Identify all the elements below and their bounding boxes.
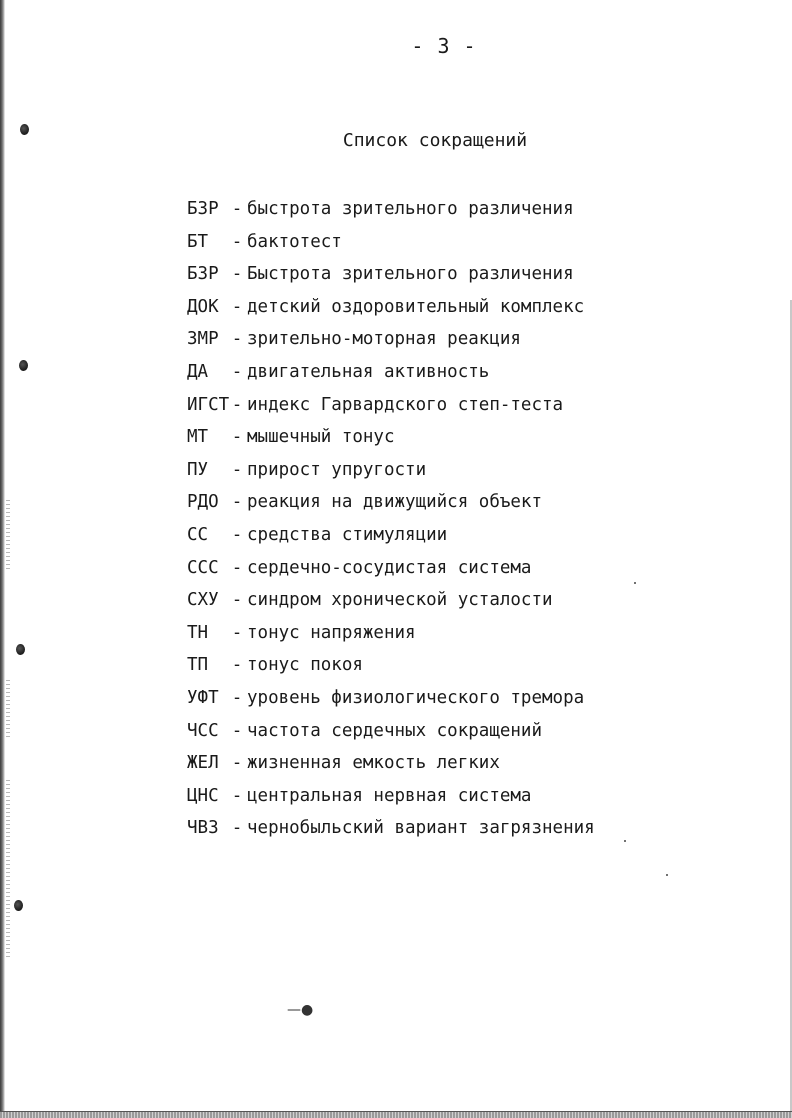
abbreviation-separator: - [231, 655, 243, 676]
abbreviation-definition: сердечно-сосудистая система [247, 557, 532, 578]
scan-noise [6, 780, 10, 960]
abbreviation-code: ТН [187, 622, 209, 643]
abbreviation-code: ДА [187, 361, 209, 382]
abbreviation-code: ССС [187, 557, 219, 578]
abbreviation-code: БЗР [187, 199, 219, 219]
abbreviation-separator: - [231, 818, 243, 839]
abbreviation-definition: быстрота зрительного различения [247, 199, 574, 219]
abbreviation-separator: - [231, 524, 243, 545]
abbreviation-definition: реакция на движущийся объект [247, 492, 543, 513]
abbreviation-definition: центральная нервная система [247, 785, 532, 806]
abbreviation-row [187, 751, 595, 784]
abbreviation-definition: жизненная емкость легких [247, 753, 500, 774]
abbreviation-definition: уровень физиологического тремора [247, 687, 585, 708]
abbreviation-separator: - [231, 427, 243, 448]
scan-speck [666, 874, 668, 876]
abbreviation-code: ТП [187, 655, 209, 676]
abbreviation-row [187, 523, 595, 556]
abbreviation-code: СХУ [187, 590, 219, 611]
scan-speck [624, 840, 626, 842]
abbreviation-row [187, 816, 595, 849]
abbreviation-row [187, 490, 595, 523]
abbreviation-row [187, 653, 595, 686]
scan-noise [6, 500, 10, 570]
abbreviation-separator: - [231, 459, 243, 480]
punch-hole-mark [14, 900, 23, 911]
scan-bottom-edge [0, 1111, 792, 1118]
abbreviation-definition: синдром хронической усталости [247, 590, 553, 611]
margin-arrow-mark: —● [287, 1002, 314, 1018]
abbreviation-separator: - [231, 557, 243, 578]
abbreviation-code: МТ [187, 427, 209, 448]
abbreviation-row [187, 197, 595, 230]
abbreviation-code: ЧСС [187, 720, 219, 741]
abbreviation-row [187, 686, 595, 719]
punch-hole-mark [19, 360, 28, 371]
abbreviation-code: ЦНС [187, 785, 219, 806]
abbreviation-separator: - [231, 199, 243, 219]
scan-binding-edge [0, 0, 5, 1118]
abbreviation-separator: - [231, 264, 243, 285]
scan-noise [6, 680, 10, 740]
abbreviation-code: УФТ [187, 687, 219, 708]
abbreviation-row [187, 295, 595, 328]
abbreviation-code: ЧВЗ [187, 818, 219, 839]
scan-speck [634, 582, 636, 584]
abbreviation-separator: - [231, 687, 243, 708]
abbreviation-definition: прирост упругости [247, 459, 427, 480]
abbreviation-row [187, 393, 595, 426]
abbreviation-definition: средства стимуляции [247, 524, 448, 545]
abbreviation-definition: тонус покоя [247, 655, 363, 676]
abbreviation-definition: бактотест [247, 231, 342, 252]
abbreviation-code: ИГСТ [187, 394, 230, 415]
punch-hole-mark [16, 644, 25, 655]
abbreviation-row [187, 360, 595, 393]
abbreviation-separator: - [231, 492, 243, 513]
abbreviation-separator: - [231, 231, 243, 252]
abbreviation-definition: мышечный тонус [247, 427, 395, 448]
abbreviation-row [187, 621, 595, 654]
abbreviation-row [187, 458, 595, 491]
abbreviation-separator: - [231, 622, 243, 643]
abbreviation-code: БТ [187, 231, 209, 252]
abbreviation-row [187, 230, 595, 263]
abbreviation-row [187, 588, 595, 621]
abbreviation-row [187, 556, 595, 589]
abbreviation-code: ЖЕЛ [187, 753, 219, 774]
abbreviation-definition: тонус напряжения [247, 622, 416, 643]
abbreviation-separator: - [231, 720, 243, 741]
abbreviation-code: РДО [187, 492, 219, 513]
abbreviation-definition: детский оздоровительный комплекс [247, 296, 585, 317]
page-title: Список сокращений [342, 130, 528, 151]
page-number: - 3 - [411, 34, 477, 58]
abbreviation-definition: индекс Гарвардского степ-теста [247, 394, 564, 415]
abbreviation-separator: - [231, 785, 243, 806]
abbreviation-separator: - [231, 296, 243, 317]
abbreviation-definition: двигательная активность [247, 361, 490, 382]
abbreviation-code: ЗМР [187, 329, 219, 350]
abbreviation-list [187, 197, 595, 849]
abbreviation-separator: - [231, 753, 243, 774]
abbreviation-definition: зрительно-моторная реакция [247, 329, 521, 350]
abbreviation-separator: - [231, 394, 243, 415]
abbreviation-code: БЗР [187, 264, 219, 285]
abbreviation-separator: - [231, 361, 243, 382]
abbreviation-row [187, 719, 595, 752]
abbreviation-row [187, 262, 595, 295]
abbreviation-definition: чернобыльский вариант загрязнения [247, 818, 595, 839]
abbreviation-code: ДОК [187, 296, 219, 317]
abbreviation-code: СС [187, 524, 209, 545]
abbreviation-definition: частота сердечных сокращений [247, 720, 543, 741]
abbreviation-separator: - [231, 329, 243, 350]
abbreviation-row [187, 425, 595, 458]
abbreviation-row [187, 327, 595, 360]
abbreviation-definition: Быстрота зрительного различения [247, 264, 574, 285]
abbreviation-row [187, 784, 595, 817]
abbreviation-code: ПУ [187, 459, 209, 480]
abbreviation-separator: - [231, 590, 243, 611]
